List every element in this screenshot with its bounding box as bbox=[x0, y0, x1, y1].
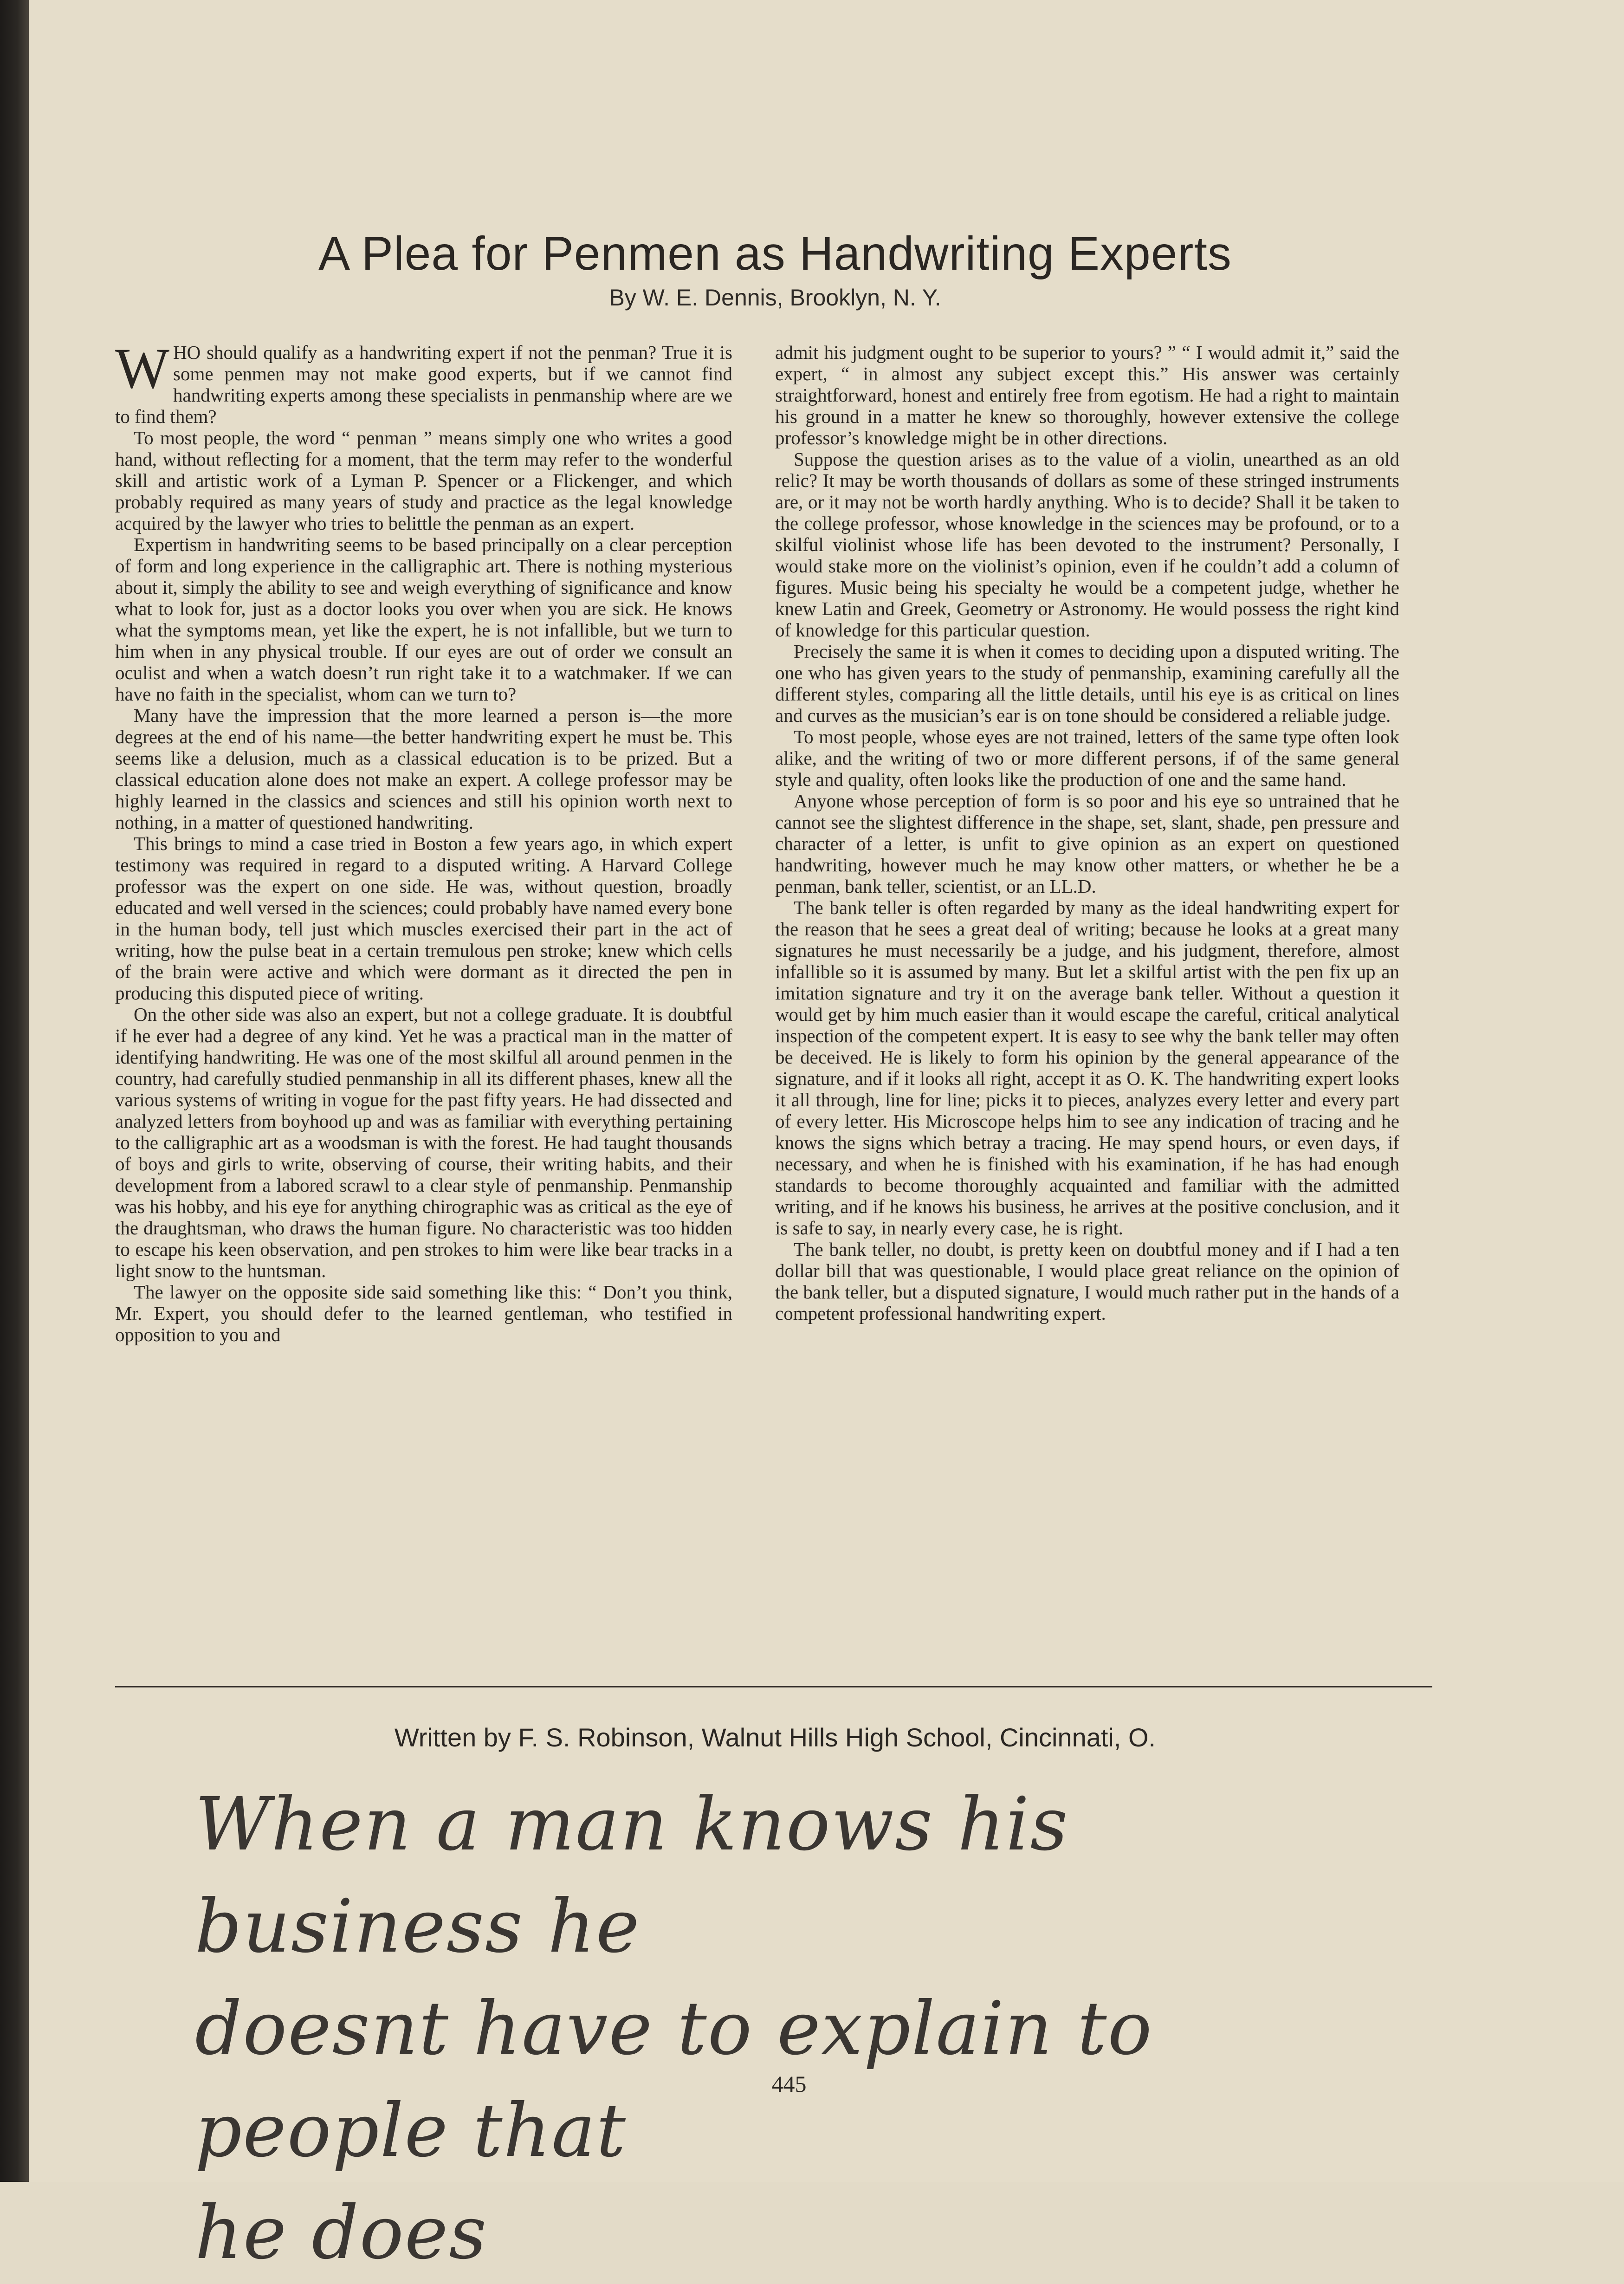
specimen-credit: Written by F. S. Robinson, Walnut Hills High School, Cincinnati, O. bbox=[394, 1723, 1156, 1752]
paragraph: Precisely the same it is when it comes to deciding upon a disputed writing. The one who has given years to the study of penmanship, examining carefully all the different styles, comparing all the little details, until his eye is as critical on lines and curves as the musician’s ear is on tone should be considered a reliable judge. bbox=[775, 641, 1399, 726]
article-title: A Plea for Penmen as Handwriting Experts bbox=[318, 227, 1232, 280]
article-byline: By W. E. Dennis, Brooklyn, N. Y. bbox=[609, 285, 941, 311]
paragraph: To most people, the word “ penman ” means simply one who writes a good hand, without reflecting for a moment, that the term may refer to the wonderful skill and artistic work of a Lyman P. Spencer or a Flickenger, and which probably required as many years of study and practice as the legal knowledge acquired by the lawyer who tries to belittle the penman as an expert. bbox=[115, 427, 732, 534]
paragraph: admit his judgment ought to be superior to yours? ” “ I would admit it,” said the expert, “ in almost any subject except this.” His answer was certainly straightforward, honest and entirely free from egotism. He had a right to maintain his ground in a matter he knew so thoroughly, however extensive the college professor’s knowledge might be in other directions. bbox=[775, 342, 1399, 448]
paragraph: Expertism in handwriting seems to be based principally on a clear perception of form and long experience in the calligraphic art. There is nothing mysterious about it, simply the ability to see and weigh everything of significance and know what to look for, just as a doctor looks you over when you are sick. He knows what the symptoms mean, yet like the expert, he is not infallible, but we turn to him when in any physical trouble. If our eyes are out of order we consult an oculist and when a watch doesn’t run right take it to a watchmaker. If we can have no faith in the specialist, whom can we turn to? bbox=[115, 534, 732, 705]
page-number: 445 bbox=[771, 2071, 807, 2097]
script-line: When a man knows his business he bbox=[195, 1782, 1069, 1969]
paragraph: The lawyer on the opposite side said something like this: “ Don’t you think, Mr. Expert, you should defer to the learned gentleman, who testified in opposition to you and bbox=[115, 1281, 732, 1345]
script-line: doesnt have to explain to people that bbox=[195, 1986, 1153, 2174]
script-line: he does bbox=[195, 2190, 488, 2276]
paragraph: On the other side was also an expert, but not a college graduate. It is doubtful if he ever had a degree of any kind. Yet he was a practical man in the matter of identifying handwriting. He was one of the most skilful all around penmen in the country, had carefully studied penmanship in all its different phases, knew all the various systems of writing in vogue for the past fifty years. He had dissected and analyzed letters from boyhood up and was as familiar with everything pertaining to the calligraphic art as a woodsman is with the forest. He had taught thousands of boys and girls to write, observing of course, their writing habits, and their development from a labored scrawl to a clear style of penmanship. Penmanship was his hobby, and his eye for anything chirographic was as critical as the eye of the draughtsman, who draws the human figure. No characteristic was too hidden to escape his keen observation, and pen strokes to him were like bear tracks in a light snow to the huntsman. bbox=[115, 1004, 732, 1281]
paragraph: The bank teller, no doubt, is pretty keen on doubtful money and if I had a ten dollar bill that was questionable, I would place great reliance on the opinion of the bank teller, but a disputed signature, I would much rather put in the hands of a competent professional handwriting expert. bbox=[775, 1239, 1399, 1324]
handwriting-specimen bbox=[195, 1773, 1411, 2284]
paragraph: WHO should qualify as a handwriting expert if not the penman? True it is some penmen may not make good experts, but if we cannot find handwriting experts among these specialists in penmanship where are we to find them? bbox=[115, 337, 732, 427]
book-spine bbox=[0, 0, 29, 2182]
section-divider bbox=[115, 1686, 1432, 1687]
paragraph: This brings to mind a case tried in Boston a few years ago, in which expert testimony was required in regard to a disputed writing. A Harvard College professor was the expert on one side. He was, without question, broadly educated and well versed in the sciences; could probably have named every bone in the human body, tell just which muscles exercised their part in the act of writing, how the pulse beat in a certain tremulous pen stroke; knew which cells of the brain were active and which were dormant as it directed the pen in producing this disputed piece of writing. bbox=[115, 833, 732, 1004]
right-column bbox=[775, 342, 1399, 1324]
paragraph: The bank teller is often regarded by many as the ideal handwriting expert for the reason that he sees a great deal of writing; because he looks at a great many signatures he must necessarily be a judge, and his judgment, therefore, almost infallible so it is assumed by many. But let a skilful artist with the pen fix up an imitation signature and try it on the average bank teller. Without a question it would get by him much easier than it would escape the careful, critical analytical inspection of the competent expert. It is easy to see why the bank teller may often be deceived. He is likely to form his opinion by the general appearance of the signature, and if it looks all right, accept it as O. K. The handwriting expert looks it all through, line for line; picks it to pieces, analyzes every letter and every part of every letter. His Microscope helps him to see any indication of tracing and he knows the signs which betray a tracing. He may spend hours, or even days, if necessary, and when he is finished with his examination, if he has had enough standards to become thoroughly acquainted and familiar with the admitted writing, and if he knows his business, he arrives at the positive conclusion, and it is safe to say, in nearly every case, he is right. bbox=[775, 897, 1399, 1239]
paragraph: Many have the impression that the more learned a person is—the more degrees at the end of his name—the better handwriting expert he must be. This seems like a delusion, much as a classical education is to be prized. But a classical education alone does not make an expert. A college professor may be highly learned in the classics and sciences and still his opinion worth next to nothing, in a matter of questioned handwriting. bbox=[115, 705, 732, 833]
left-column bbox=[115, 337, 732, 1345]
drop-cap: W bbox=[115, 337, 170, 400]
paragraph: Anyone whose perception of form is so poor and his eye so untrained that he cannot see the slightest difference in the shape, set, slant, shade, pen pressure and character of a letter, is unfit to give opinion as an expert on questioned handwriting, however much he may know other matters, or whether he be a penman, bank teller, scientist, or an LL.D. bbox=[775, 790, 1399, 897]
paragraph: To most people, whose eyes are not trained, letters of the same type often look alike, and the writing of two or more different persons, if of the same general style and quality, often looks like the production of one and the same hand. bbox=[775, 726, 1399, 790]
paragraph: Suppose the question arises as to the value of a violin, unearthed as an old relic? It may be worth thousands of dollars as some of these stringed instruments are, or it may not be worth hardly anything. Who is to decide? Shall it be taken to the college professor, whose knowledge in the sciences may be profound, or to a skilful violinist whose life has been devoted to the instrument? Personally, I would stake more on the violinist’s opinion, even if he couldn’t add a column of figures. Music being his specialty he would be a competent judge, whether he knew Latin and Greek, Geometry or Astronomy. He would possess the right kind of knowledge for this particular question. bbox=[775, 448, 1399, 641]
